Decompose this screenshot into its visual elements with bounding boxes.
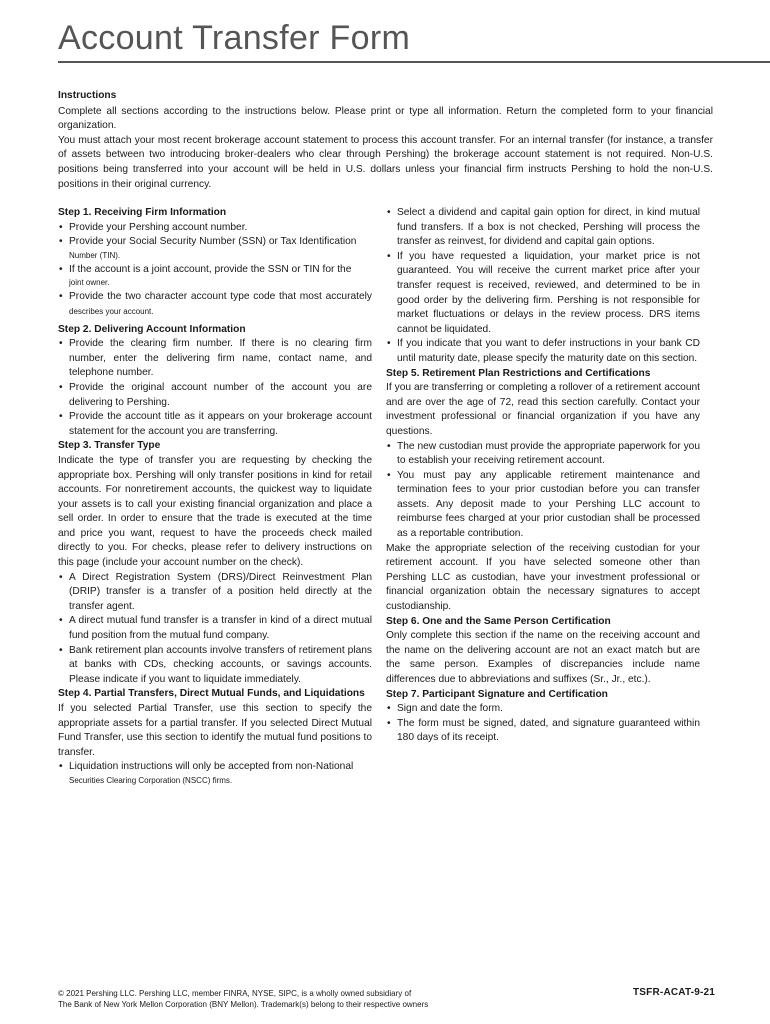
- list-item: • Provide the original account number of the account you are delivering to Pershing.: [58, 381, 372, 410]
- step4-list: [58, 760, 372, 786]
- step3-list: [58, 571, 372, 688]
- page-title: Account Transfer Form: [58, 19, 411, 57]
- list-item: • Select a dividend and capital gain option for direct, in kind mutual fund transfers. If a box is not checked, Pershing will process the transfer as reinvest, for dividend and capital gain options.: [386, 206, 700, 250]
- list-item: • Provide the account title as it appears on your brokerage account statement for the account you are transferring.: [58, 410, 372, 439]
- step6-heading: Step 6. One and the Same Person Certification: [386, 615, 611, 627]
- list-item: • If you have requested a liquidation, your market price is not guaranteed. You will receive the current market price after your transfer request is received, reviewed, and determined to be in good order by the delivering firm. Pershing is not responsible for market fluctuations or delays in the review process. DRS items cannot be liquidated.: [386, 250, 700, 338]
- instructions-heading: Instructions: [58, 90, 117, 101]
- step1-list: [58, 221, 372, 320]
- list-item: • The form must be signed, dated, and signature guaranteed within 180 days of its receipt.: [386, 717, 700, 746]
- step7-list: [386, 702, 700, 746]
- instructions-section: [58, 89, 713, 192]
- left-column: [58, 206, 372, 786]
- form-code: TSFR-ACAT-9-21: [633, 987, 716, 998]
- list-item: • Sign and date the form.: [386, 702, 700, 717]
- step4-continued-list: [386, 206, 700, 367]
- list-item: • Provide the clearing firm number. If there is no clearing firm number, enter the delivering firm name, contact name, and telephone number.: [58, 337, 372, 381]
- step2-list: [58, 337, 372, 439]
- copyright-line-2: The Bank of New York Mellon Corporation (BNY Mellon). Trademark(s) belong to their respective owners: [58, 1000, 429, 1009]
- step1-heading: Step 1. Receiving Firm Information: [58, 207, 227, 218]
- step4-paragraph: If you selected Partial Transfer, use this section to specify the appropriate assets for a partial transfer. If you selected Direct Mutual Fund Transfer, use this section to identify the mutual fund positions to transfer.: [58, 703, 372, 758]
- list-item: • Provide the two character account type code that most accurately describes your account.: [58, 290, 372, 319]
- list-item: • You must pay any applicable retirement maintenance and termination fees to your prior custodian before you can transfer assets. Any deposit made to your Pershing LLC account to reimburse fees charged at your prior custodian shall be processed as a reportable contribution.: [386, 469, 700, 542]
- step5-paragraph: If you are transferring or completing a rollover of a retirement account and are over the age of 72, read this section carefully. Contact your investment professional or financial organization if you have any questions.: [386, 382, 700, 437]
- step7-heading: Step 7. Participant Signature and Certification: [386, 688, 608, 700]
- list-item: • Bank retirement plan accounts involve transfers of retirement plans at banks with CDs, checking accounts, or savings accounts. Please indicate if you want to liquidate immediately.: [58, 644, 372, 688]
- right-column: [386, 206, 700, 746]
- list-item: • Liquidation instructions will only be accepted from non-National Securities Clearing Corporation (NSCC) firms.: [58, 760, 372, 786]
- copyright-footer: [58, 988, 478, 1010]
- step5-list: [386, 440, 700, 542]
- list-item: • The new custodian must provide the appropriate paperwork for you to establish your receiving retirement account.: [386, 440, 700, 469]
- instructions-paragraph-1: Complete all sections according to the instructions below. Please print or type all information. Return the completed form to your financial organization.: [58, 105, 713, 132]
- step2-heading: Step 2. Delivering Account Information: [58, 323, 246, 335]
- step4-heading: Step 4. Partial Transfers, Direct Mutual Funds, and Liquidations: [58, 688, 365, 700]
- step3-heading: Step 3. Transfer Type: [58, 440, 161, 452]
- copyright-line-1: © 2021 Pershing LLC. Pershing LLC, member FINRA, NYSE, SIPC, is a wholly owned subsidiary of: [58, 989, 412, 998]
- step6-paragraph: Only complete this section if the name on the receiving account and the name on the delivering account are not an exact match but are the same person. Examples of discrepancies include name differences due to abbreviations and suffixes (Sr., Jr., etc.).: [386, 630, 700, 685]
- instructions-paragraph-2: You must attach your most recent brokerage account statement to process this account transfer. For an internal transfer (for instance, a transfer of assets between two introducing broker-dealers who clear through Pershing) the brokerage account statement is not required. Non-U.S. positions being transferred into your account will be held in U.S. dollars unless your financial firm instructs Pershing to hold the non-U.S. positions in their original currency.: [58, 134, 713, 190]
- step3-paragraph: Indicate the type of transfer you are requesting by checking the appropriate box. Pershing will only transfer positions in kind for retail accounts. For nonretirement accounts, the quickest way to liquidate your assets is to call your existing financial organization and place a sell order. In order to ensure that the trade is executed at the time and price you want, request to have the proceeds check mailed directly to you. For checks, please refer to delivery instructions on this page (include your account number on the check).: [58, 454, 372, 569]
- title-divider: [58, 61, 770, 63]
- step5-paragraph-2: Make the appropriate selection of the receiving custodian for your retirement account. If you have selected someone other than Pershing LLC as custodian, have your investment professional or financial organization obtain the necessary signatures to accept custodianship.: [386, 542, 700, 613]
- step5-heading: Step 5. Retirement Plan Restrictions and Certifications: [386, 367, 651, 379]
- list-item: • A Direct Registration System (DRS)/Direct Reinvestment Plan (DRIP) transfer is a transfer of a position held directly at the transfer agent.: [58, 571, 372, 615]
- list-item: • A direct mutual fund transfer is a transfer in kind of a direct mutual fund position from the mutual fund company.: [58, 614, 372, 643]
- list-item: • If you indicate that you want to defer instructions in your bank CD until maturity date, please specify the maturity date on this section.: [386, 337, 700, 366]
- list-item: • Provide your Social Security Number (SSN) or Tax Identification Number (TIN).: [58, 235, 372, 261]
- list-item: • Provide your Pershing account number.: [58, 221, 372, 236]
- list-item: • If the account is a joint account, provide the SSN or TIN for the joint owner.: [58, 263, 372, 289]
